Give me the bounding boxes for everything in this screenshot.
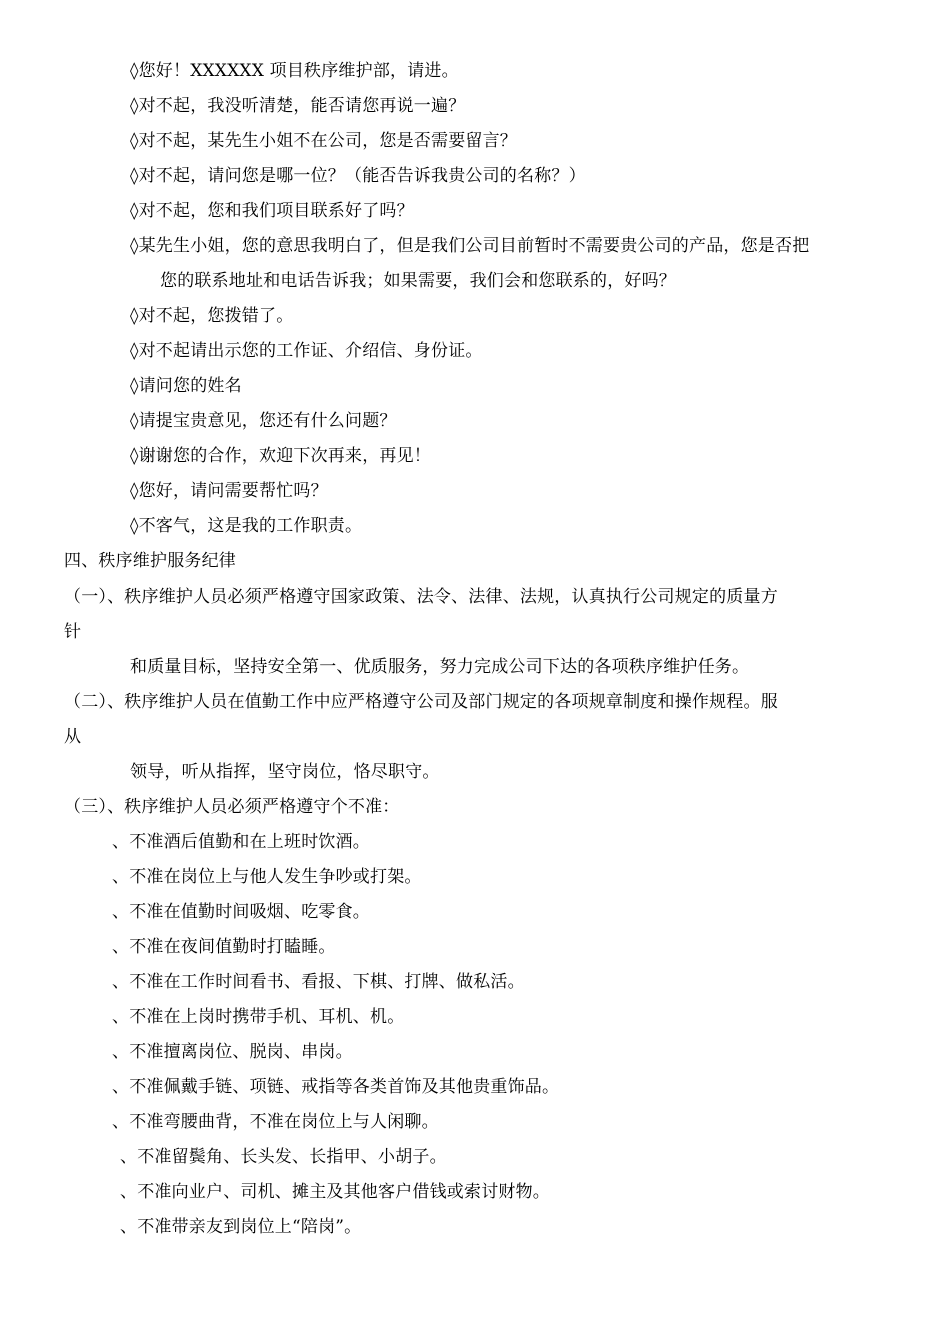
rule-item: 、不准弯腰曲背，不准在岗位上与人闲聊。 (112, 1112, 439, 1132)
phrase-line: ◊某先生小姐，您的意思我明白了，但是我们公司目前暂时不需要贵公司的产品，您是否把 (130, 236, 810, 256)
phrase-line: ◊对不起，请问您是哪一位？（能否告诉我贵公司的名称？） (130, 166, 586, 186)
phrase-line: ◊不客气，这是我的工作职责。 (130, 516, 363, 536)
rule-item: 、不准带亲友到岗位上“陪岗”。 (120, 1217, 362, 1237)
phrase-line-continuation: 您的联系地址和电话告诉我；如果需要，我们会和您联系的，好吗？ (160, 271, 676, 291)
clause-line: （三）、秩序维护人员必须严格遵守个不准： (64, 797, 400, 817)
rule-item: 、不准在上岗时携带手机、耳机、机。 (112, 1007, 405, 1027)
clause-line-wrap: 从 (64, 727, 82, 747)
rule-item: 、不准向业户、司机、摊主及其他客户借钱或索讨财物。 (120, 1182, 550, 1202)
phrase-line: ◊对不起，您和我们项目联系好了吗？ (130, 201, 414, 221)
section-title: 四、秩序维护服务纪律 (64, 551, 236, 571)
rule-item: 、不准佩戴手链、项链、戒指等各类首饰及其他贵重饰品。 (112, 1077, 560, 1097)
clause-line-wrap: 针 (64, 622, 82, 642)
phrase-line: ◊您好！XXXXXX 项目秩序维护部，请进。 (130, 61, 459, 81)
clause-line: （二）、秩序维护人员在值勤工作中应严格遵守公司及部门规定的各项规章制度和操作规程。服 (64, 692, 778, 712)
phrase-line: ◊谢谢您的合作，欢迎下次再来，再见！ (130, 446, 431, 466)
clause-line-continuation: 领导，听从指挥，坚守岗位，恪尽职守。 (130, 762, 440, 782)
phrase-line: ◊对不起，某先生小姐不在公司，您是否需要留言？ (130, 131, 517, 151)
rule-item: 、不准留鬓角、长头发、长指甲、小胡子。 (120, 1147, 447, 1167)
clause-line-continuation: 和质量目标，坚持安全第一、优质服务，努力完成公司下达的各项秩序维护任务。 (130, 657, 750, 677)
rule-item: 、不准在夜间值勤时打瞌睡。 (112, 937, 336, 957)
phrase-line: ◊对不起请出示您的工作证、介绍信、身份证。 (130, 341, 483, 361)
phrase-line: ◊请提宝贵意见，您还有什么问题？ (130, 411, 397, 431)
phrase-line: ◊您好，请问需要帮忙吗？ (130, 481, 328, 501)
rule-item: 、不准在值勤时间吸烟、吃零食。 (112, 902, 370, 922)
phrase-line: ◊对不起，我没听清楚，能否请您再说一遍？ (130, 96, 466, 116)
rule-item: 、不准酒后值勤和在上班时饮酒。 (112, 832, 370, 852)
rule-item: 、不准在岗位上与他人发生争吵或打架。 (112, 867, 422, 887)
rule-item: 、不准擅离岗位、脱岗、串岗。 (112, 1042, 353, 1062)
phrase-line: ◊请问您的姓名 (130, 376, 242, 396)
clause-line: （一）、秩序维护人员必须严格遵守国家政策、法令、法律、法规，认真执行公司规定的质量方 (64, 587, 778, 607)
phrase-line: ◊对不起，您拨错了。 (130, 306, 294, 326)
rule-item: 、不准在工作时间看书、看报、下棋、打牌、做私活。 (112, 972, 525, 992)
